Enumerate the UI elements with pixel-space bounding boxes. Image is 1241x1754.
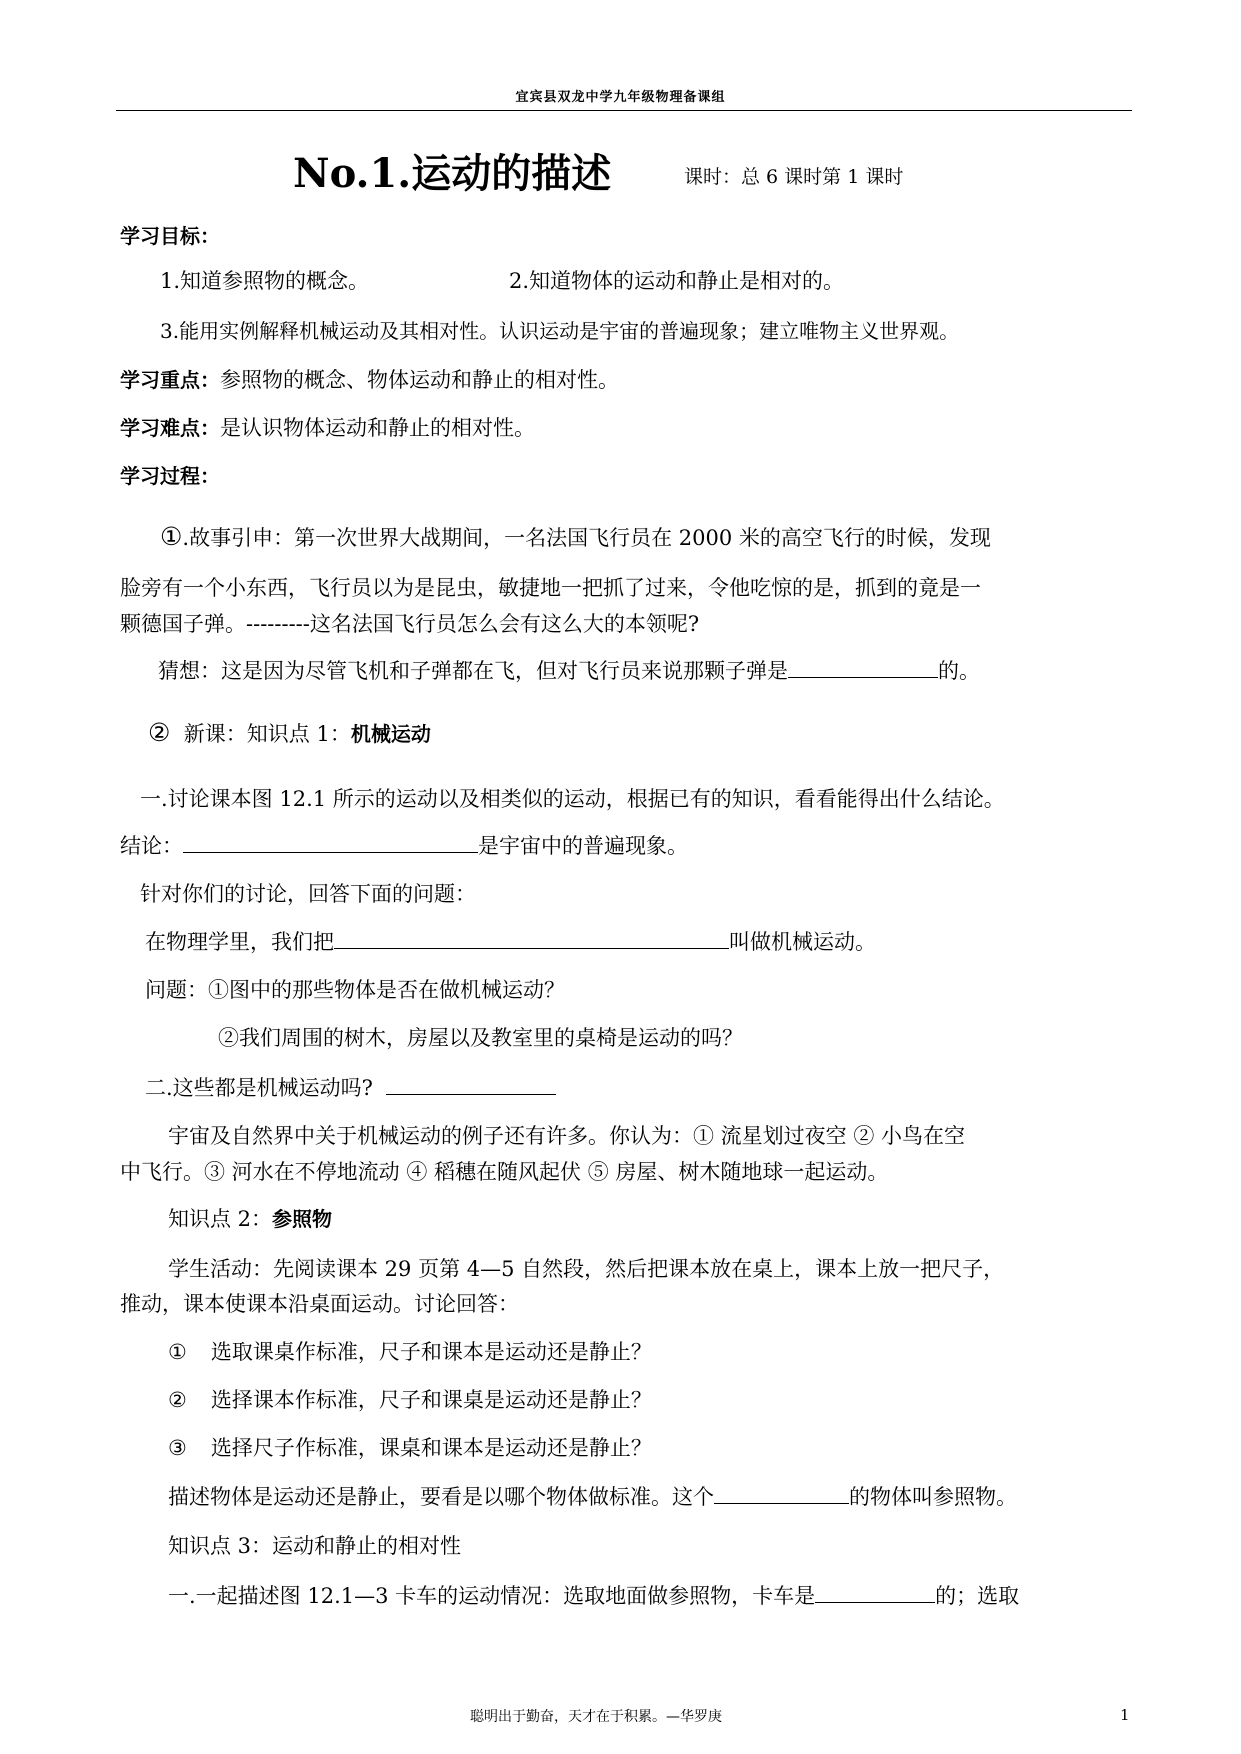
guess-line [158,655,980,685]
new-lesson-marker: ② [148,718,171,747]
conclusion-line [120,830,688,860]
summary-tail: 的物体叫参照物。 [849,1485,1017,1509]
key-point-text: 参照物的概念、物体运动和静止的相对性。 [220,368,619,392]
goal-item-1: 1.知道参照物的概念。 [160,269,370,293]
conclusion-tail: 是宇宙中的普遍现象。 [478,834,688,858]
activity-line-2: 推动，课本使课本沿桌面运动。讨论回答： [120,1292,519,1316]
difficulty-label: 学习难点： [120,416,220,440]
choice-2-text: 选择课本作标准，尺子和课桌是运动还是静止？ [210,1388,652,1412]
guess-blank[interactable] [788,655,938,678]
define-line [145,926,876,956]
story-marker: ① [160,522,183,551]
page-title: No.1.运动的描述 [293,150,612,197]
kp3-heading: 知识点 3：运动和静止的相对性 [168,1534,462,1558]
goals-heading: 学习目标： [120,224,220,248]
header-school: 宜宾县双龙中学九年级物理备课组 [515,90,726,105]
page-number: 1 [1120,1706,1130,1724]
guess-tail: 的。 [938,659,980,683]
kp2-topic: 参照物 [272,1207,333,1231]
new-lesson-label: 新课：知识点 1： [183,722,351,746]
choice-3 [168,1432,652,1462]
choice-2 [168,1384,652,1414]
difficulty [120,412,535,442]
choice-1-marker: ① [168,1340,187,1364]
question-2: ②我们周围的树木，房屋以及教室里的桌椅是运动的吗？ [218,1026,743,1050]
respond-line: 针对你们的讨论，回答下面的问题： [140,882,476,906]
conclusion-blank[interactable] [183,830,478,853]
footer-quote: 聪明出于勤奋，天才在于积累。—华罗庚 [470,1709,722,1725]
examples-line-2: 中飞行。③ 河水在不停地流动 ④ 稻穗在随风起伏 ⑤ 房屋、树木随地球一起运动。 [120,1160,889,1184]
new-lesson-line [148,718,431,748]
summary-blank[interactable] [714,1481,849,1504]
story-line-1 [160,522,991,552]
kp2-label: 知识点 2： [168,1207,273,1231]
choice-1 [168,1336,652,1366]
lesson-info: 课时：总 6 课时第 1 课时 [684,166,904,188]
summary-text: 描述物体是运动还是静止，要看是以哪个物体做标准。这个 [168,1485,714,1509]
kp3-text: 一.一起描述图 12.1—3 卡车的运动情况：选取地面做参照物，卡车是 [168,1584,816,1608]
story-line-3: 颗德国子弹。---------这名法国飞行员怎么会有这么大的本领呢? [120,612,700,636]
define-blank[interactable] [334,926,729,949]
question-1: 问题：①图中的那些物体是否在做机械运动？ [145,978,565,1002]
define-text: 在物理学里，我们把 [145,930,334,954]
discuss-line: 一.讨论课本图 12.1 所示的运动以及相类似的运动，根据已有的知识，看看能得出什么结论。 [140,787,1005,811]
goal-item-3: 3.能用实例解释机械运动及其相对性。认识运动是宇宙的普遍现象；建立唯物主义世界观。 [160,319,960,343]
difficulty-text: 是认识物体运动和静止的相对性。 [220,416,535,440]
story-text-1: .故事引申：第一次世界大战期间，一名法国飞行员在 2000 米的高空飞行的时候，发现 [182,526,991,550]
kp3-blank[interactable] [815,1580,935,1603]
choice-3-text: 选择尺子作标准，课桌和课本是运动还是静止？ [210,1436,652,1460]
header-rule [116,110,1132,111]
conclusion-label: 结论： [120,834,183,858]
choice-1-text: 选取课桌作标准，尺子和课本是运动还是静止？ [210,1340,652,1364]
process-heading: 学习过程： [120,464,220,488]
kp3-tail: 的；选取 [935,1584,1020,1608]
kp2-line [168,1203,332,1233]
new-lesson-topic: 机械运动 [350,722,431,746]
choice-2-marker: ② [168,1388,187,1412]
question-3: 二.这些都是机械运动吗? [145,1076,373,1100]
key-point [120,364,619,394]
question-3-blank[interactable] [386,1072,556,1095]
key-point-label: 学习重点： [120,368,220,392]
question-3-line [145,1072,556,1102]
summary-line [168,1481,1017,1511]
guess-text: 猜想：这是因为尽管飞机和子弹都在飞，但对飞行员来说那颗子弹是 [158,659,788,683]
activity-line-1: 学生活动：先阅读课本 29 页第 4—5 自然段，然后把课本放在桌上，课本上放一把尺子， [168,1257,1005,1281]
goal-item-2: 2.知道物体的运动和静止是相对的。 [509,269,845,293]
examples-line-1: 宇宙及自然界中关于机械运动的例子还有许多。你认为：① 流星划过夜空 ② 小鸟在空 [168,1124,966,1148]
define-tail: 叫做机械运动。 [729,930,876,954]
story-line-2: 脸旁有一个小东西，飞行员以为是昆虫，敏捷地一把抓了过来，令他吃惊的是，抓到的竟是一 [120,576,981,600]
kp3-line [168,1580,1019,1610]
choice-3-marker: ③ [168,1436,187,1460]
